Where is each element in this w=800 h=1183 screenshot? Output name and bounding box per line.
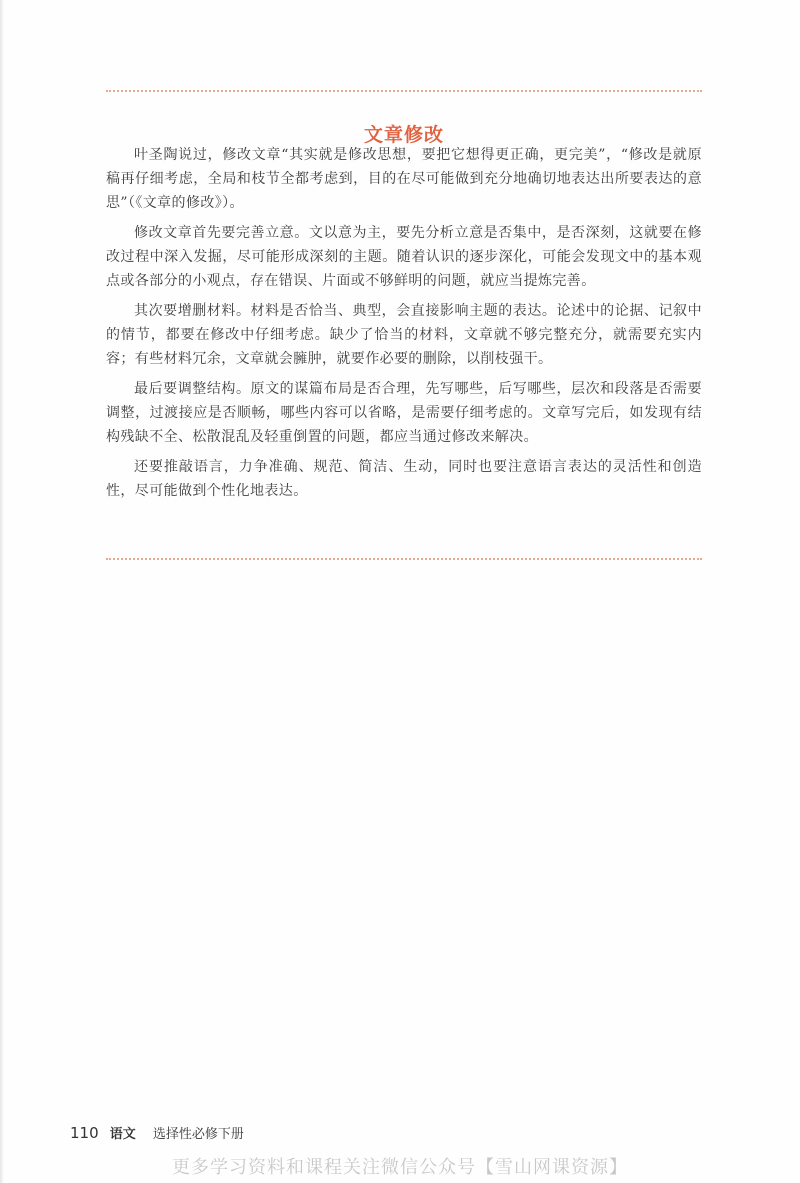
page-edge-shadow [0,0,4,1183]
section-title: 文章修改 [363,123,444,146]
paragraph-edit-materials: 其次要增删材料。材料是否恰当、典型，会直接影响主题的表达。论述中的论据、记叙中的情节，都要在修改中仔细考虑。缺少了恰当的材料，文章就不够完整充分，就需要充实内容；有些材料冗余，文章就会臃肿，就要作必要的删除，以削枝强干。 [106,303,702,367]
paragraph-adjust-structure: 最后要调整结构。原文的谋篇布局是否合理，先写哪些，后写哪些，层次和段落是否需要调整，过渡接应是否顺畅，哪些内容可以省略，是需要仔细考虑的。文章写完后，如发现有结构残缺不全、松散混乱及轻重倒置的问题，都应当通过修改来解决。 [106,381,702,445]
paragraph-refine-theme: 修改文章首先要完善立意。文以意为主，要先分析立意是否集中，是否深刻，这就要在修改过程中深入发掘，尽可能形成深刻的主题。随着认识的逐步深化，可能会发现文中的基本观点或各部分的小观点，存在错误、片面或不够鲜明的问题，就应当提炼完善。 [106,225,702,289]
top-dotted-divider [106,90,702,92]
page-footer [70,1123,244,1142]
book-volume: 选择性必修下册 [152,1127,244,1142]
paragraph-polish-language: 还要推敲语言，力争准确、规范、简洁、生动，同时也要注意语言表达的灵活性和创造性，尽可能做到个性化地表达。 [106,459,702,499]
bottom-dotted-divider [106,558,702,560]
page-number: 110 [70,1124,99,1142]
watermark-text: 更多学习资料和课程关注微信公众号【雪山网课资源】 [172,1157,628,1178]
paragraph-quote-ye-shengtao: 叶圣陶说过，修改文章“其实就是修改思想，要把它想得更正确，更完美”，“修改是就原稿再仔细考虑，全局和枝节全都考虑到，目的在尽可能做到充分地确切地表达出所要表达的意思”（《文章的修改》）。 [106,147,702,211]
book-subject: 语文 [109,1127,136,1142]
article-body [106,143,702,509]
